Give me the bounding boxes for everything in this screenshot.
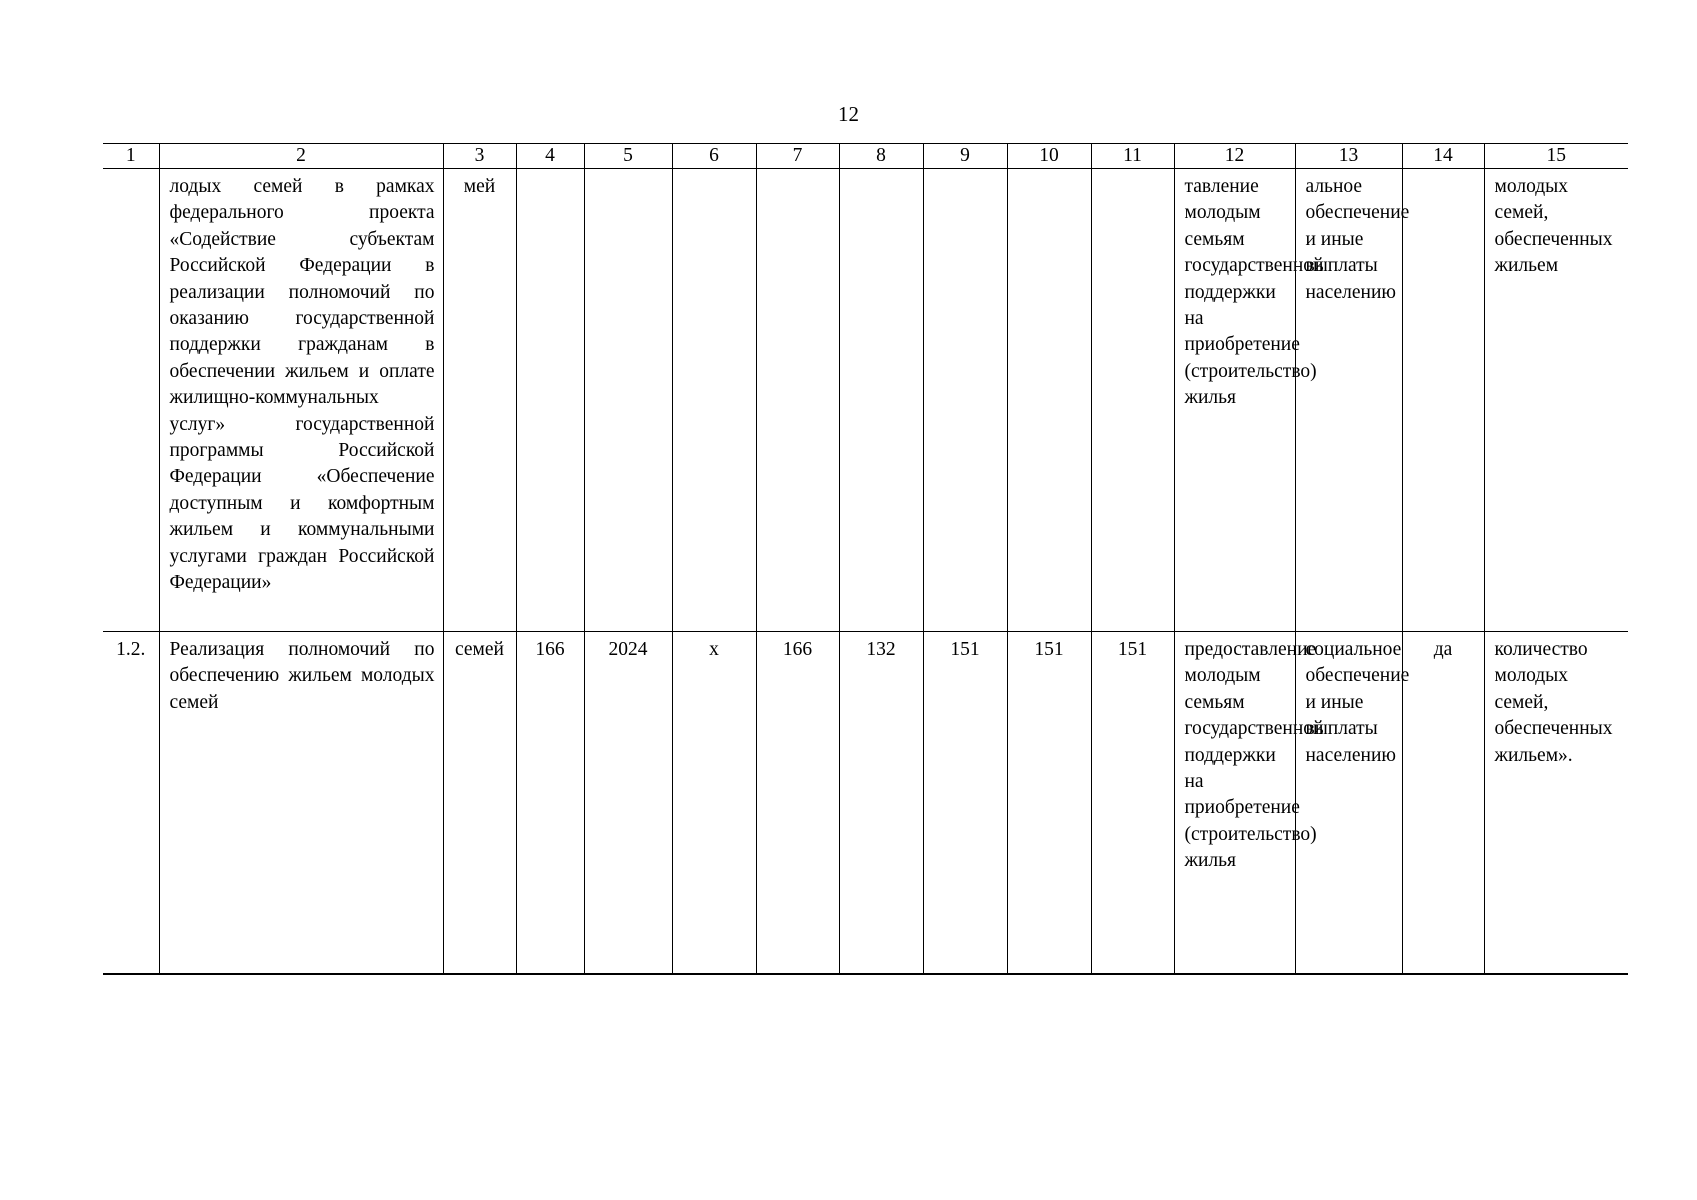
- cell-col15: молодых семей, обеспеченных жильем: [1484, 169, 1628, 632]
- column-header-1: 1: [103, 144, 159, 169]
- cell-col5: 2024: [584, 632, 672, 975]
- cell-col4: [516, 169, 584, 632]
- cell-col6: х: [672, 632, 756, 975]
- column-header-2: 2: [159, 144, 443, 169]
- cell-col10: [1007, 169, 1091, 632]
- cell-col9: 151: [923, 632, 1007, 975]
- table-row: [103, 169, 1628, 632]
- column-header-11: 11: [1091, 144, 1174, 169]
- column-header-7: 7: [756, 144, 839, 169]
- cell-col7: 166: [756, 632, 839, 975]
- column-header-4: 4: [516, 144, 584, 169]
- cell-col14: [1402, 169, 1484, 632]
- cell-col8: 132: [839, 632, 923, 975]
- column-header-6: 6: [672, 144, 756, 169]
- page-number: 12: [838, 102, 859, 126]
- column-header-13: 13: [1295, 144, 1402, 169]
- column-header-8: 8: [839, 144, 923, 169]
- cell-unit: семей: [443, 632, 516, 975]
- cell-col11: [1091, 169, 1174, 632]
- table-row: [103, 632, 1628, 975]
- column-header-14: 14: [1402, 144, 1484, 169]
- column-header-5: 5: [584, 144, 672, 169]
- column-header-9: 9: [923, 144, 1007, 169]
- cell-col12: предоставление молодым семьям государственной поддержки на приобретение (строительство) жилья: [1174, 632, 1295, 975]
- cell-col11: 151: [1091, 632, 1174, 975]
- cell-col8: [839, 169, 923, 632]
- cell-number: [103, 169, 159, 632]
- cell-description: лодых семей в рамках федерального проекта «Содействие субъектам Российской Федерации в реализации полномочий по оказанию государственной поддержки гражданам в обеспечении жильем и оплате жилищно-коммунальных услуг» государственной программы Российской Федерации «Обеспечение доступным и комфортным жильем и коммунальными услугами граждан Российской Федерации»: [159, 169, 443, 632]
- column-header-3: 3: [443, 144, 516, 169]
- column-header-10: 10: [1007, 144, 1091, 169]
- cell-number: 1.2.: [103, 632, 159, 975]
- cell-col4: 166: [516, 632, 584, 975]
- cell-col13: альное обеспечение и иные выплаты населению: [1295, 169, 1402, 632]
- cell-unit: мей: [443, 169, 516, 632]
- cell-col10: 151: [1007, 632, 1091, 975]
- header-row: [103, 144, 1628, 169]
- cell-col15: количество молодых семей, обеспеченных жильем».: [1484, 632, 1628, 975]
- cell-col14: да: [1402, 632, 1484, 975]
- cell-col13: социальное обеспечение и иные выплаты населению: [1295, 632, 1402, 975]
- cell-col9: [923, 169, 1007, 632]
- cell-description: Реализация полномочий по обеспечению жильем молодых семей: [159, 632, 443, 975]
- cell-col7: [756, 169, 839, 632]
- data-table: [103, 143, 1628, 975]
- column-header-12: 12: [1174, 144, 1295, 169]
- cell-col6: [672, 169, 756, 632]
- column-header-15: 15: [1484, 144, 1628, 169]
- cell-col12: тавление молодым семьям государственной поддержки на приобретение (строительство) жилья: [1174, 169, 1295, 632]
- cell-col5: [584, 169, 672, 632]
